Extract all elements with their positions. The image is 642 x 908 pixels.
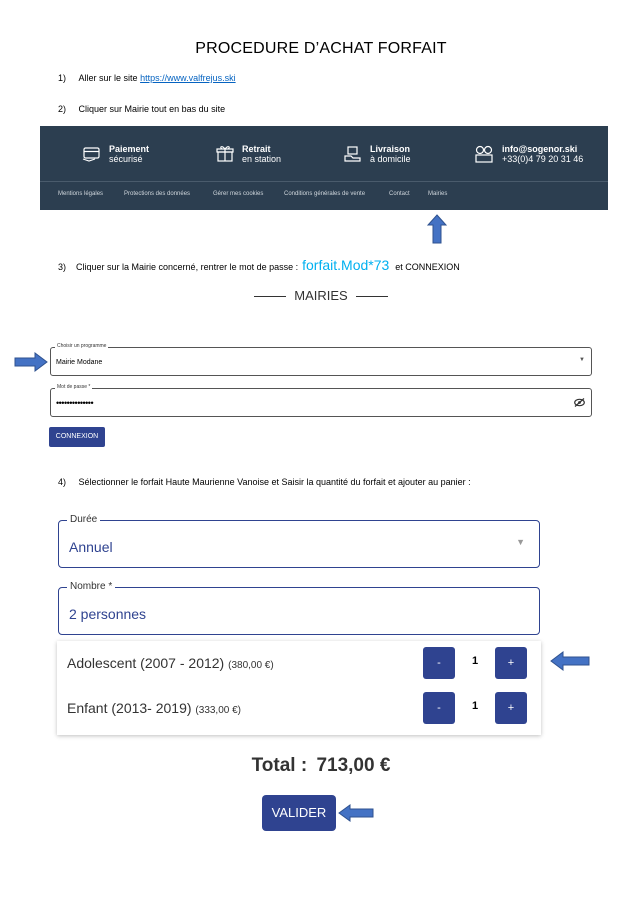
item-name: Enfant (2013- 2019) bbox=[67, 700, 192, 716]
footer-link-cgv[interactable]: Conditions générales de vente bbox=[284, 191, 366, 197]
item-adolescent bbox=[67, 655, 274, 671]
enfant-quantity: 1 bbox=[471, 700, 479, 712]
feature-livraison bbox=[343, 144, 411, 164]
delivery-icon bbox=[343, 145, 363, 163]
step-1 bbox=[58, 73, 236, 83]
item-price: (380,00 €) bbox=[228, 660, 274, 671]
item-name: Adolescent (2007 - 2012) bbox=[67, 655, 225, 671]
password-field-value: •••••••••••••• bbox=[56, 398, 94, 408]
total-label: Total : bbox=[251, 755, 308, 776]
nombre-field-value: 2 personnes bbox=[69, 606, 147, 622]
site-footer-banner bbox=[40, 126, 608, 210]
duree-select[interactable] bbox=[58, 514, 540, 568]
footer-link-protections[interactable]: Protections des données bbox=[124, 191, 191, 197]
step-4-text: Sélectionner le forfait Haute Maurienne Vanoise et Saisir la quantité du forfait et ajouter au panier : bbox=[78, 477, 471, 487]
program-select[interactable] bbox=[50, 343, 592, 376]
eye-off-icon[interactable] bbox=[574, 398, 585, 407]
site-link[interactable]: https://www.valfrejus.ski bbox=[140, 73, 236, 83]
enfant-minus-button[interactable]: - bbox=[423, 692, 455, 724]
duree-select-value: Annuel bbox=[69, 539, 113, 555]
arrow-left-icon bbox=[550, 651, 590, 671]
heading-line-right bbox=[356, 296, 388, 297]
step-3-number: 3) bbox=[58, 262, 67, 272]
footer-link-mairies[interactable]: Mairies bbox=[428, 191, 448, 197]
step-1-text: Aller sur le site bbox=[78, 73, 138, 83]
feature-line1: Paiement bbox=[109, 144, 150, 154]
item-price: (333,00 €) bbox=[195, 705, 242, 716]
password-field[interactable] bbox=[50, 384, 592, 417]
step-2-number: 2) bbox=[58, 104, 67, 114]
enfant-plus-button[interactable]: + bbox=[495, 692, 527, 724]
step-3-text: Cliquer sur la Mairie concerné, rentrer le mot de passe : bbox=[76, 262, 299, 272]
total-value: 713,00 € bbox=[316, 755, 391, 776]
feature-line1: info@sogenor.ski bbox=[502, 144, 578, 154]
nombre-field-label: Nombre * bbox=[67, 581, 115, 592]
adolescent-plus-button[interactable]: + bbox=[495, 647, 527, 679]
duree-select-label: Durée bbox=[67, 514, 100, 525]
heading-line-left bbox=[254, 296, 286, 297]
feature-contact bbox=[473, 144, 583, 164]
feature-line1: Livraison bbox=[370, 144, 411, 154]
step-3 bbox=[58, 257, 460, 273]
password-hint: forfait.Mod*73 bbox=[302, 257, 390, 273]
item-enfant bbox=[67, 700, 241, 716]
page-title: PROCEDURE D’ACHAT FORFAIT bbox=[195, 40, 447, 57]
feature-line2: à domicile bbox=[370, 154, 411, 164]
adolescent-minus-button[interactable]: - bbox=[423, 647, 455, 679]
total bbox=[0, 755, 642, 777]
feature-paiement bbox=[82, 144, 149, 164]
step-2-text: Cliquer sur Mairie tout en bas du site bbox=[78, 104, 226, 114]
step-4 bbox=[58, 477, 471, 487]
password-field-label: Mot de passe * bbox=[57, 384, 91, 390]
feature-line2: sécurisé bbox=[109, 154, 143, 164]
mairies-heading-text: MAIRIES bbox=[294, 288, 348, 303]
feature-retrait bbox=[215, 144, 281, 164]
feature-line1: Retrait bbox=[242, 144, 271, 154]
chevron-down-icon: ▼ bbox=[516, 537, 525, 547]
contact-icon bbox=[473, 145, 495, 163]
nombre-field[interactable] bbox=[58, 581, 540, 635]
feature-line2: en station bbox=[242, 154, 282, 164]
step-4-number: 4) bbox=[58, 477, 67, 487]
chevron-down-icon: ▼ bbox=[579, 357, 585, 363]
adolescent-quantity: 1 bbox=[471, 655, 479, 667]
step-2 bbox=[58, 104, 225, 114]
arrow-right-icon bbox=[14, 352, 48, 372]
footer-features bbox=[40, 126, 608, 182]
footer-link-mentions[interactable]: Mentions légales bbox=[58, 191, 104, 197]
footer-link-contact[interactable]: Contact bbox=[389, 191, 410, 197]
gift-icon bbox=[215, 145, 235, 163]
arrow-up-icon bbox=[427, 214, 447, 244]
step-3-tail: et CONNEXION bbox=[395, 262, 460, 272]
step-1-number: 1) bbox=[58, 73, 67, 83]
arrow-left-icon bbox=[338, 804, 374, 822]
mairies-heading bbox=[0, 288, 642, 303]
connexion-button[interactable]: CONNEXION bbox=[49, 427, 105, 447]
footer-link-cookies[interactable]: Gérer mes cookies bbox=[213, 191, 264, 197]
footer-nav bbox=[40, 186, 608, 206]
program-select-label: Choisir un programme bbox=[57, 343, 107, 349]
quantity-card bbox=[57, 641, 541, 735]
feature-line2: +33(0)4 79 20 31 46 bbox=[502, 154, 584, 164]
valider-button[interactable]: VALIDER bbox=[262, 795, 336, 831]
program-select-value: Mairie Modane bbox=[56, 359, 103, 366]
card-icon bbox=[82, 145, 102, 163]
